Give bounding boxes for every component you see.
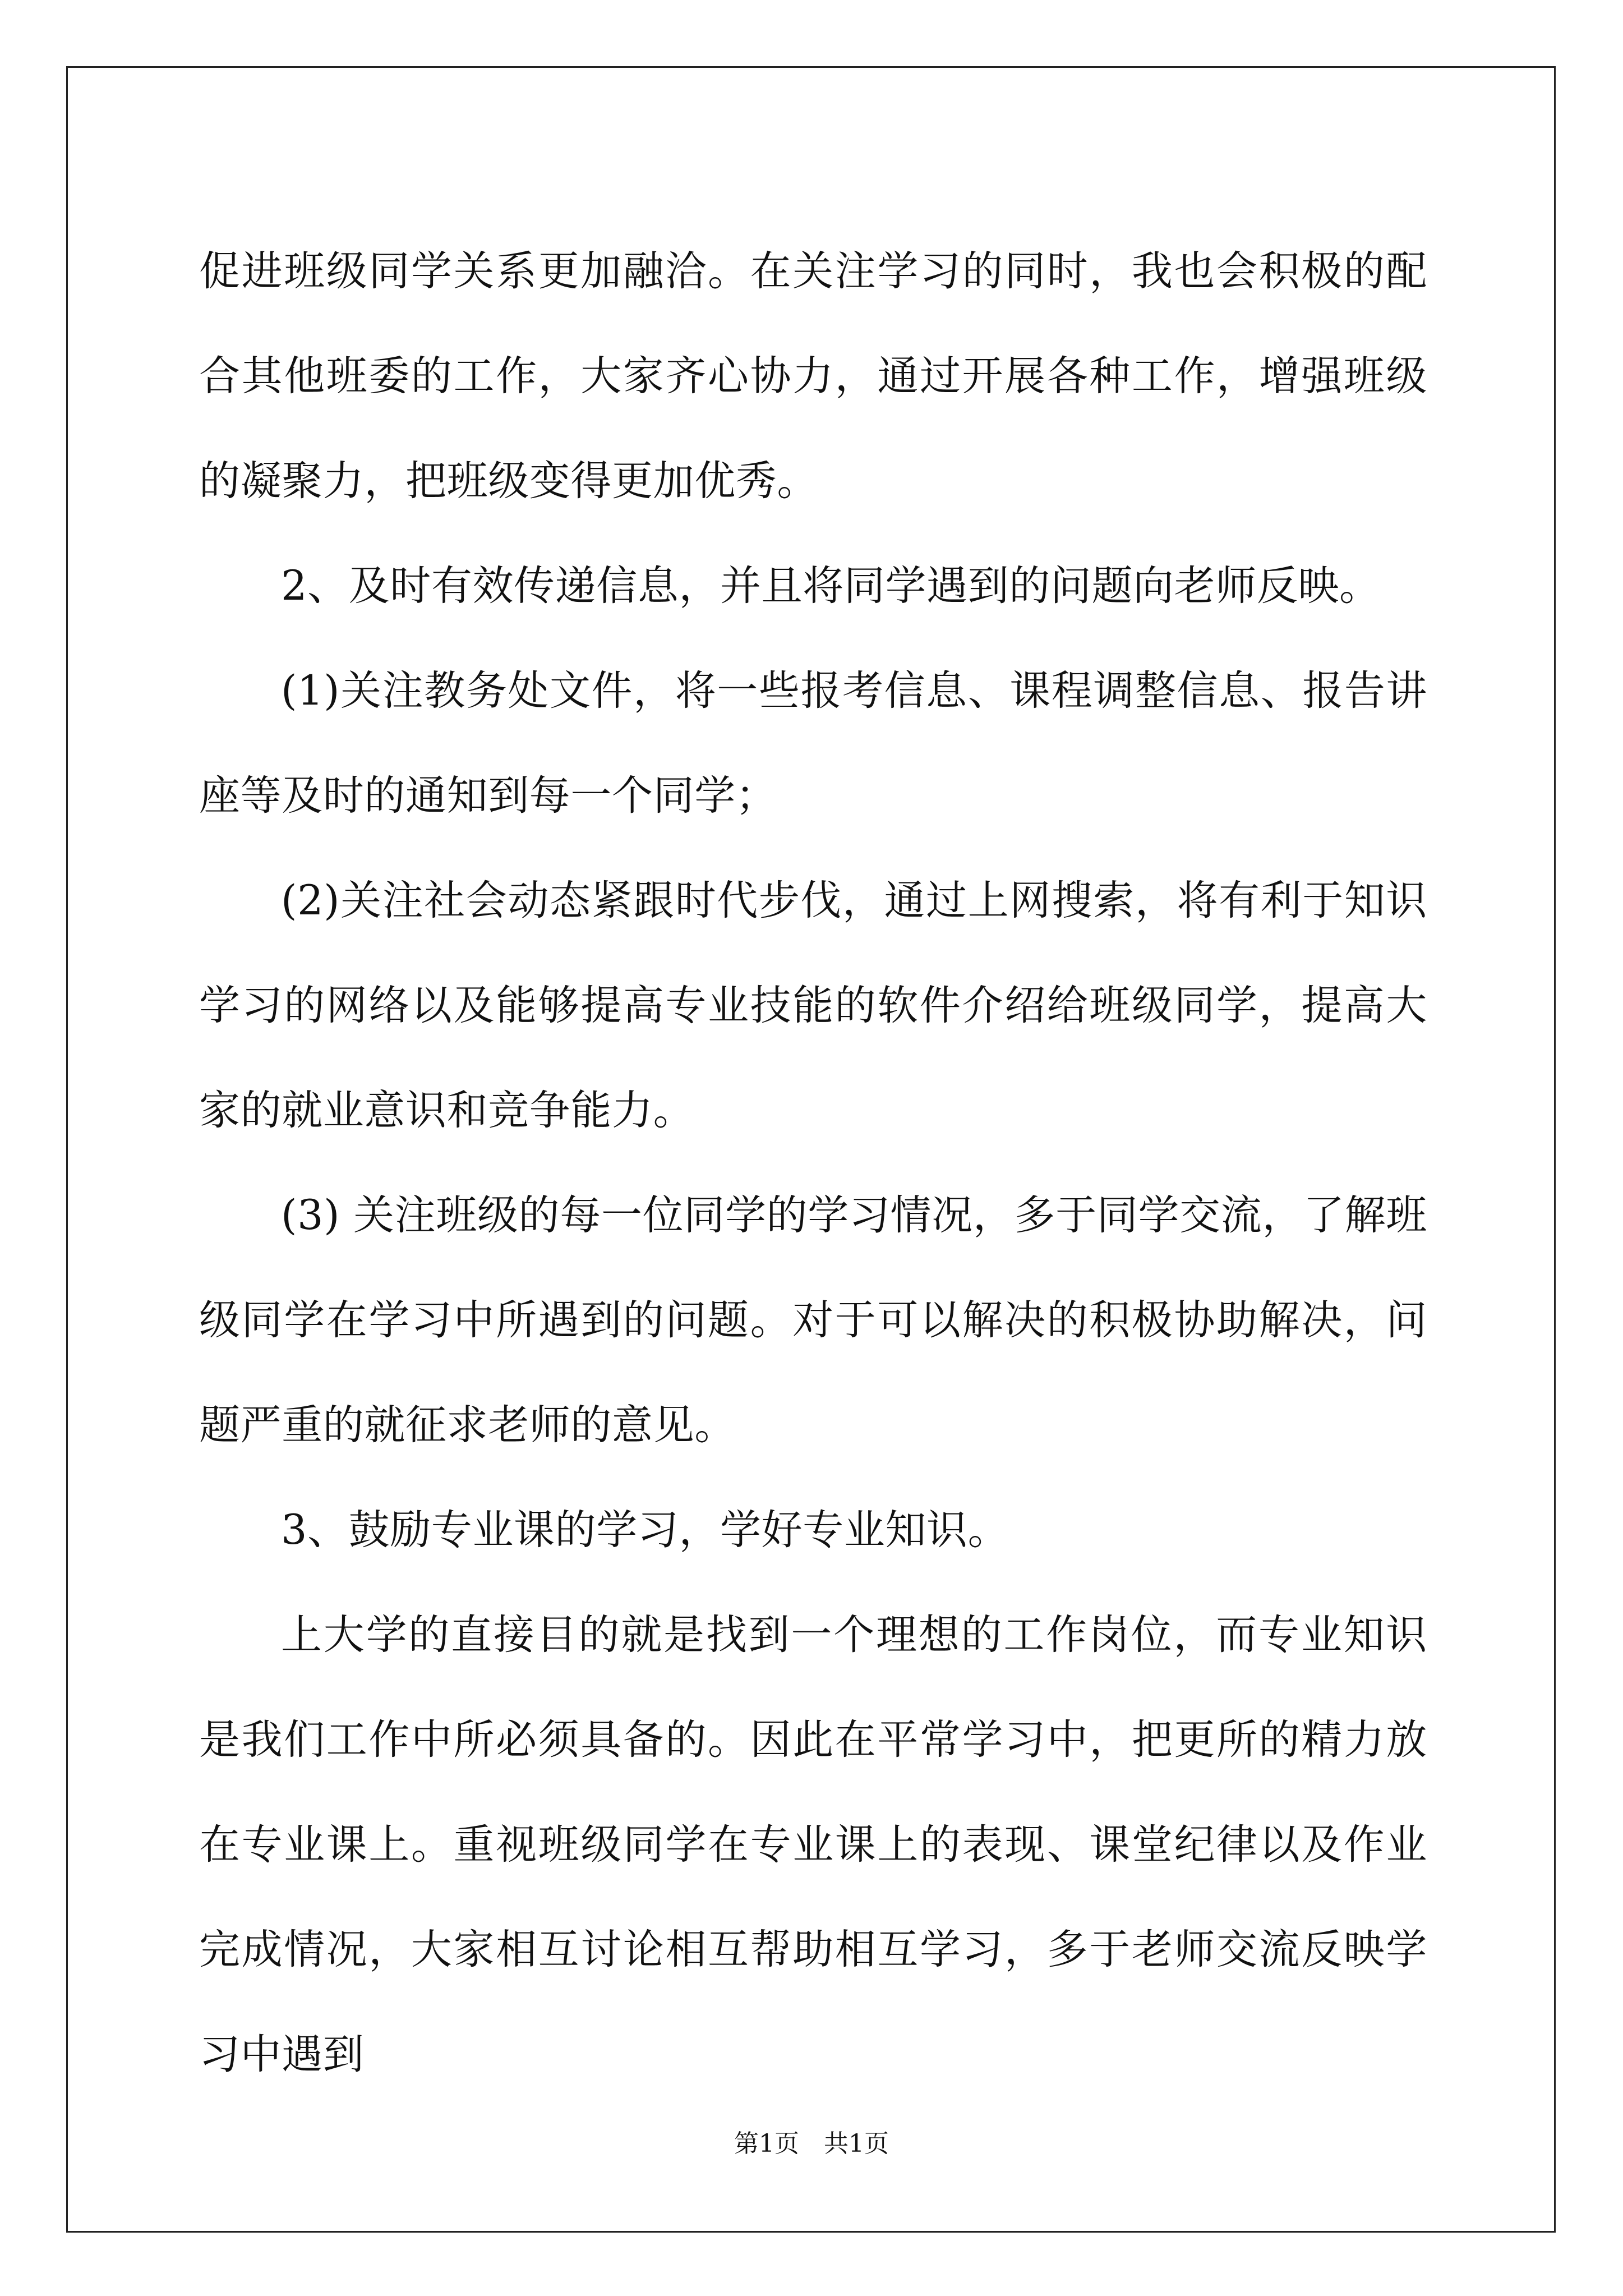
paragraph-5: (3) 关注班级的每一位同学的学习情况，多于同学交流，了解班级同学在学习中所遇到的问题。对于可以解决的积极协助解决，问题严重的就征求老师的意见。 [199, 1191, 1427, 1449]
paragraph-3: (1)关注教务处文件，将一些报考信息、课程调整信息、报告讲座等及时的通知到每一个同学； [199, 667, 1427, 820]
paragraph-2: 2、及时有效传递信息，并且将同学遇到的问题向老师反映。 [281, 562, 1381, 610]
paragraph-1: 促进班级同学关系更加融洽。在关注学习的同时，我也会积极的配合其他班委的工作，大家齐心协力，通过开展各种工作，增强班级的凝聚力，把班级变得更加优秀。 [199, 247, 1427, 505]
document-body [199, 219, 1427, 2107]
paragraph-7: 上大学的直接目的就是找到一个理想的工作岗位，而专业知识是我们工作中所必须具备的。因此在平常学习中，把更所的精力放在专业课上。重视班级同学在专业课上的表现、课堂纪律以及作业完成情况，大家相互讨论相互帮助相互学习，多于老师交流反映学习中遇到 [199, 1611, 1427, 2078]
paragraph-6: 3、鼓励专业课的学习，学好专业知识。 [281, 1506, 1009, 1554]
paragraph-4: (2)关注社会动态紧跟时代步伐，通过上网搜索，将有利于知识学习的网络以及能够提高专业技能的软件介绍给班级同学，提高大家的就业意识和竞争能力。 [199, 877, 1427, 1134]
page-footer: 第1页 共1页 [734, 2129, 889, 2158]
